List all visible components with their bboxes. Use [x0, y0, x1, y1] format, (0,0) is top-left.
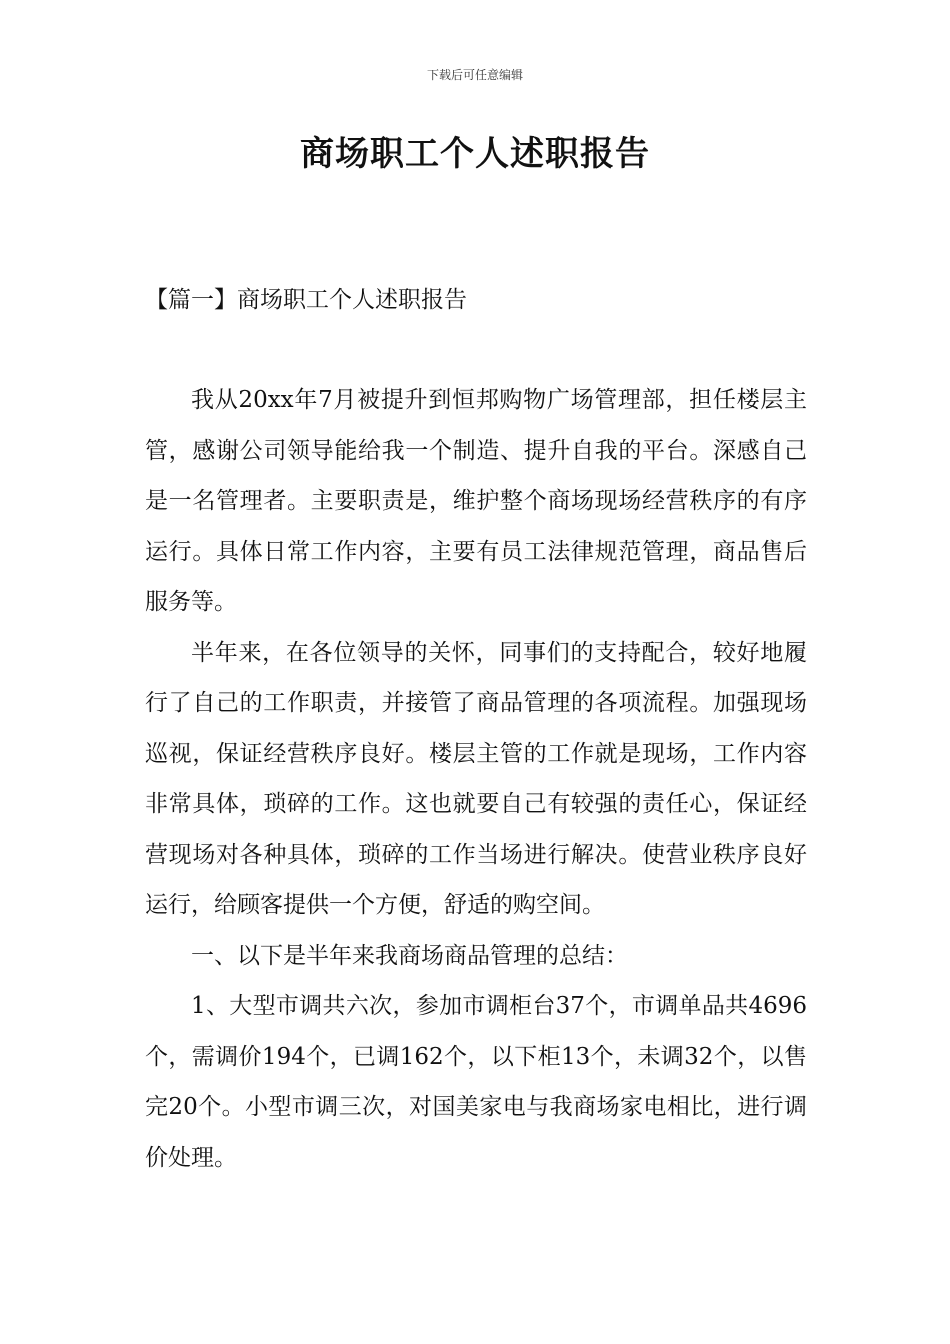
paragraph: 一、以下是半年来我商场商品管理的总结：: [191, 942, 628, 969]
paragraph: 半年来，在各位领导的关怀，同事们的支持配合，较好地履行了自己的工作职责，并接管了商品管理的各项流程。加强现场巡视，保证经营秩序良好。楼层主管的工作就是现场，工作内容非常具体，琐碎的工作。这也就要自己有较强的责任心，保证经营现场对各种具体，琐碎的工作当场进行解决。使营业秩序良好运行，给顾客提供一个方便，舒适的购空间。: [145, 639, 807, 918]
document-body: [145, 375, 807, 1183]
document-title: 商场职工个人述职报告: [300, 134, 650, 174]
section-heading: 【篇一】商场职工个人述职报告: [145, 287, 467, 313]
header-note: 下载后可任意编辑: [426, 68, 523, 82]
paragraph: 1、大型市调共六次，参加市调柜台37个，市调单品共4696个，需调价194个，已调162个，以下柜13个，未调32个，以售完20个。小型市调三次，对国美家电与我商场家电相比，进行调价处理。: [145, 993, 807, 1171]
paragraph: 我从20xx年7月被提升到恒邦购物广场管理部，担任楼层主管，感谢公司领导能给我一个制造、提升自我的平台。深感自己是一名管理者。主要职责是，维护整个商场现场经营秩序的有序运行。具体日常工作内容，主要有员工法律规范管理，商品售后服务等。: [145, 387, 807, 615]
